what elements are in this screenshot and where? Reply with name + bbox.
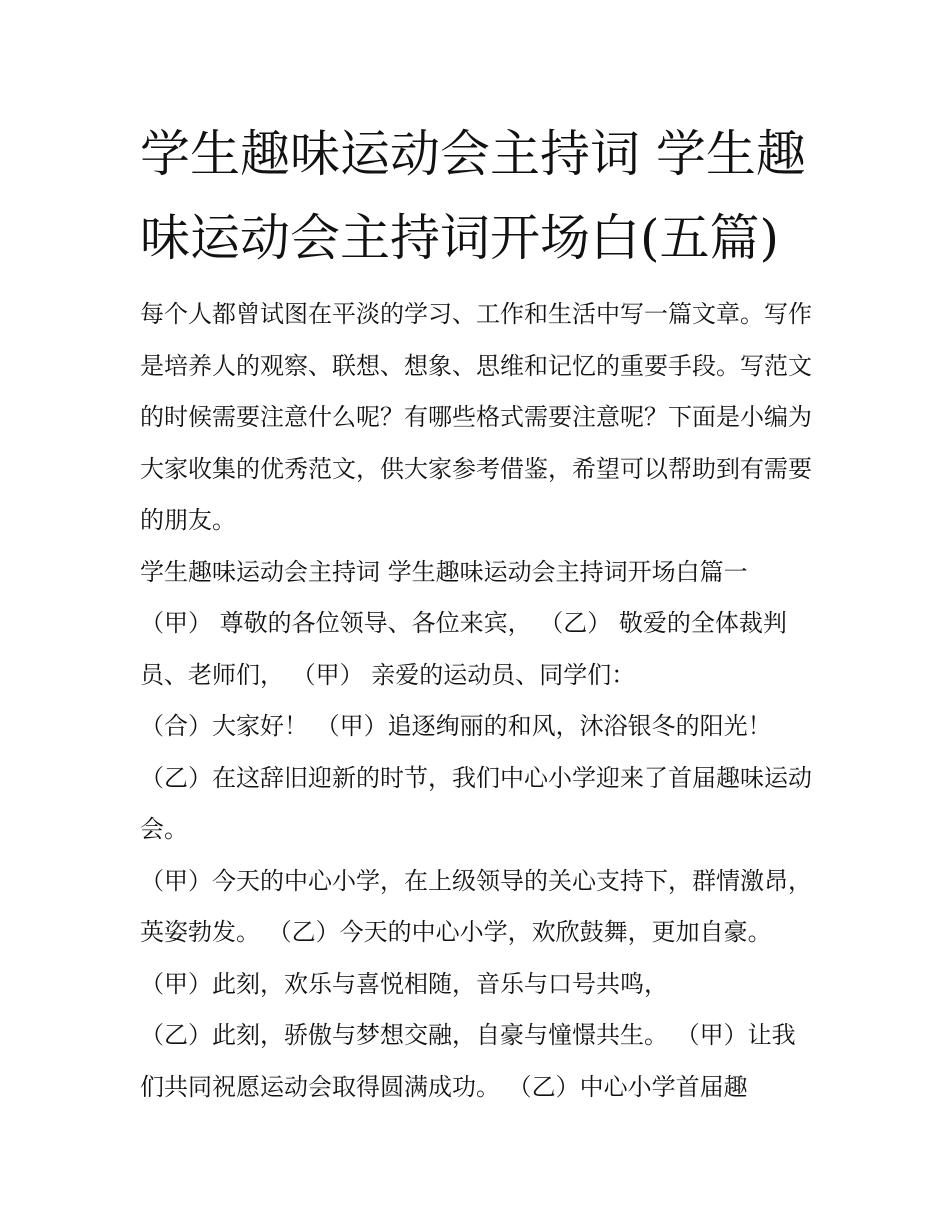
body-paragraph: （合）大家好！ （甲）追逐绚丽的和风，沐浴银冬的阳光！ — [140, 712, 772, 740]
intro-paragraph: 每个人都曾试图在平淡的学习、工作和生活中写一篇文章。写作是培养人的观察、联想、想象、思维和记忆的重要手段。写范文的时候需要注意什么呢？有哪些格式需要注意呢？下面是小编为大家收集的优秀范文，供大家参考借鉴，希望可以帮助到有需要的朋友。 — [140, 300, 812, 534]
body-paragraph: （甲）今天的中心小学，在上级领导的关心支持下，群情激昂，英姿勃发。 （乙）今天的中心小学，欢欣鼓舞，更加自豪。 （甲）此刻，欢乐与喜悦相随，音乐与口号共鸣， — [140, 866, 812, 998]
body-paragraph: （乙）此刻，骄傲与梦想交融，自豪与憧憬共生。 （甲）让我们共同祝愿运动会取得圆满成功。 （乙）中心小学首届趣 — [140, 1021, 796, 1101]
document-body — [140, 289, 812, 1113]
section-heading: 学生趣味运动会主持词 学生趣味运动会主持词开场白篇一 — [140, 557, 748, 586]
body-paragraph: （乙）在这辞旧迎新的时节，我们中心小学迎来了首届趣味运动会。 — [140, 763, 812, 843]
body-paragraph: （甲） 尊敬的各位领导、各位来宾， （乙） 敬爱的全体裁判员、老师们， （甲） 亲爱的运动员、同学们： — [140, 609, 787, 689]
document-title: 学生趣味运动会主持词 学生趣味运动会主持词开场白(五篇) — [140, 125, 806, 267]
document-page — [140, 112, 812, 1113]
